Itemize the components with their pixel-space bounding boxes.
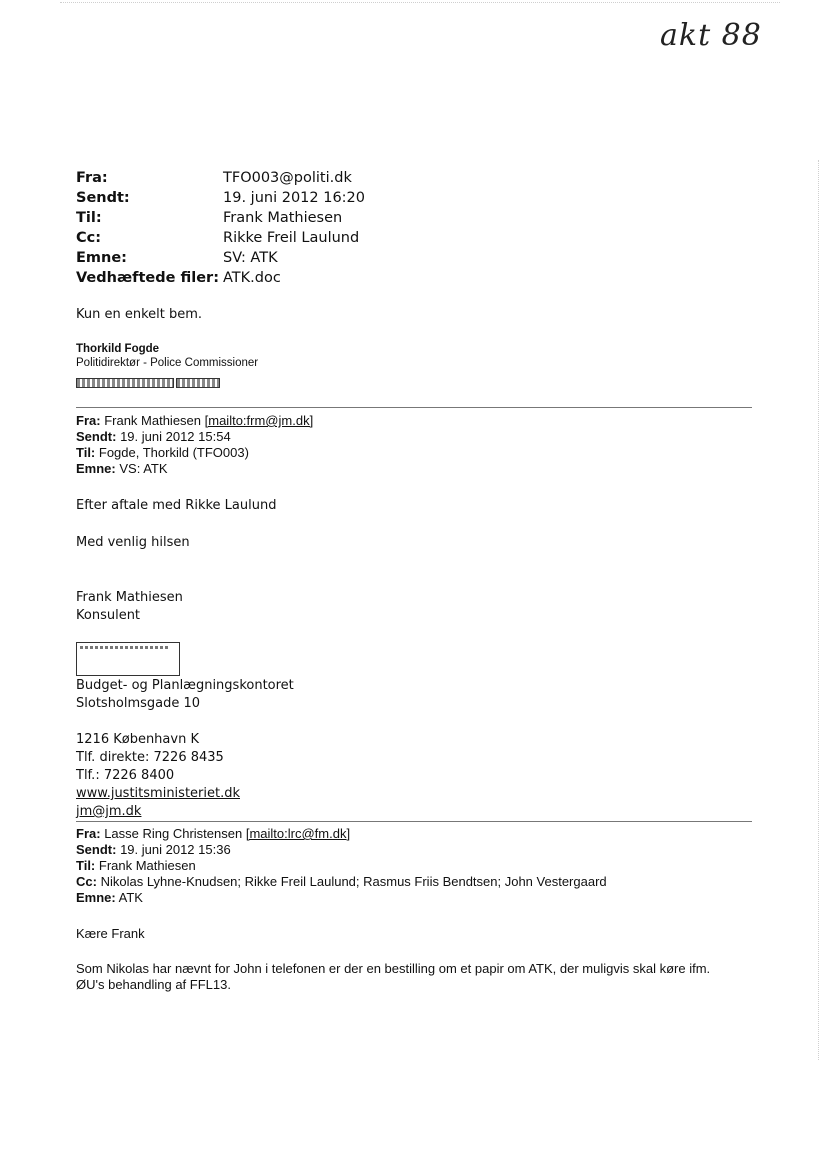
header-value: SV: ATK	[223, 250, 278, 266]
signature-name: Thorkild Fogde	[76, 343, 160, 355]
header-value: 19. juni 2012 16:20	[223, 190, 366, 206]
signature-name: Frank Mathiesen	[76, 590, 183, 605]
mailto-link[interactable]: [mailto:frm@jm.dk]	[204, 413, 314, 428]
body-text-line: ØU's behandling af FFL13.	[76, 977, 231, 992]
email-link[interactable]: jm@jm.dk	[76, 804, 142, 819]
salutation: Kære Frank	[76, 926, 145, 941]
cc-names: Nikolas Lyhne-Knudsen; Rikke Freil Laulund; Rasmus Friis Bendtsen; John Vestergaard	[100, 874, 607, 889]
header-value: ATK.doc	[223, 270, 281, 286]
header-row-sent	[76, 188, 365, 208]
street: Slotsholmsgade 10	[76, 696, 201, 711]
scan-artifact-right	[818, 160, 819, 1060]
phone: Tlf.: 7226 8400	[76, 768, 175, 783]
website-link[interactable]: www.justitsministeriet.dk	[76, 786, 240, 801]
redacted-block	[76, 642, 180, 676]
email-header	[76, 168, 365, 288]
greeting: Med venlig hilsen	[76, 535, 190, 550]
header-label: Fra:	[76, 170, 108, 186]
original-header	[76, 826, 607, 906]
header-label: Vedhæftede filer:	[76, 270, 219, 286]
header-label: Cc:	[76, 874, 97, 889]
header-label: Fra:	[76, 826, 101, 841]
sent-date: 19. juni 2012 15:54	[120, 429, 231, 444]
header-row-to	[76, 208, 365, 228]
body-text: Kun en enkelt bem.	[76, 307, 203, 322]
header-label: Til:	[76, 210, 102, 226]
to-name: Frank Mathiesen	[98, 858, 196, 873]
city: 1216 København K	[76, 732, 199, 747]
from-name: Lasse Ring Christensen	[104, 826, 243, 841]
sent-date: 19. juni 2012 15:36	[120, 842, 231, 857]
redacted-block	[76, 378, 174, 388]
header-row-cc	[76, 228, 365, 248]
body-text: Efter aftale med Rikke Laulund	[76, 498, 277, 513]
header-label: Sendt:	[76, 190, 130, 206]
divider	[76, 821, 752, 822]
signature-title: Politidirektør - Police Commissioner	[76, 357, 259, 369]
handwritten-note: akt 88	[660, 18, 762, 53]
redacted-block	[176, 378, 220, 388]
phone-direct: Tlf. direkte: 7226 8435	[76, 750, 224, 765]
header-label: Sendt:	[76, 429, 117, 444]
to-name: Fogde, Thorkild (TFO003)	[98, 445, 249, 460]
address-block	[76, 677, 294, 713]
header-row-attachments	[76, 268, 365, 288]
body-text-line: Som Nikolas har nævnt for John i telefonen er der en bestilling om et papir om ATK, der muligvis skal køre ifm.	[76, 961, 711, 976]
header-label: Til:	[76, 858, 96, 873]
signature-block	[76, 589, 183, 625]
header-label: Cc:	[76, 230, 102, 246]
header-label: Fra:	[76, 413, 101, 428]
forwarded-header	[76, 413, 313, 477]
divider	[76, 407, 752, 408]
scan-artifact-top	[60, 2, 780, 3]
header-label: Emne:	[76, 890, 116, 905]
header-row-from	[76, 168, 365, 188]
office-name: Budget- og Planlægningskontoret	[76, 678, 294, 693]
from-name: Frank Mathiesen	[104, 413, 202, 428]
header-label: Emne:	[76, 250, 127, 266]
header-label: Til:	[76, 445, 96, 460]
signature-title: Konsulent	[76, 608, 141, 623]
contact-block	[76, 731, 240, 821]
header-row-subject	[76, 248, 365, 268]
header-label: Emne:	[76, 461, 116, 476]
subject: VS: ATK	[119, 461, 168, 476]
header-label: Sendt:	[76, 842, 117, 857]
header-value: Rikke Freil Laulund	[223, 230, 360, 246]
header-value: Frank Mathiesen	[223, 210, 343, 226]
mailto-link[interactable]: [mailto:lrc@fm.dk]	[245, 826, 351, 841]
header-value: TFO003@politi.dk	[223, 170, 352, 186]
subject: ATK	[118, 890, 143, 905]
